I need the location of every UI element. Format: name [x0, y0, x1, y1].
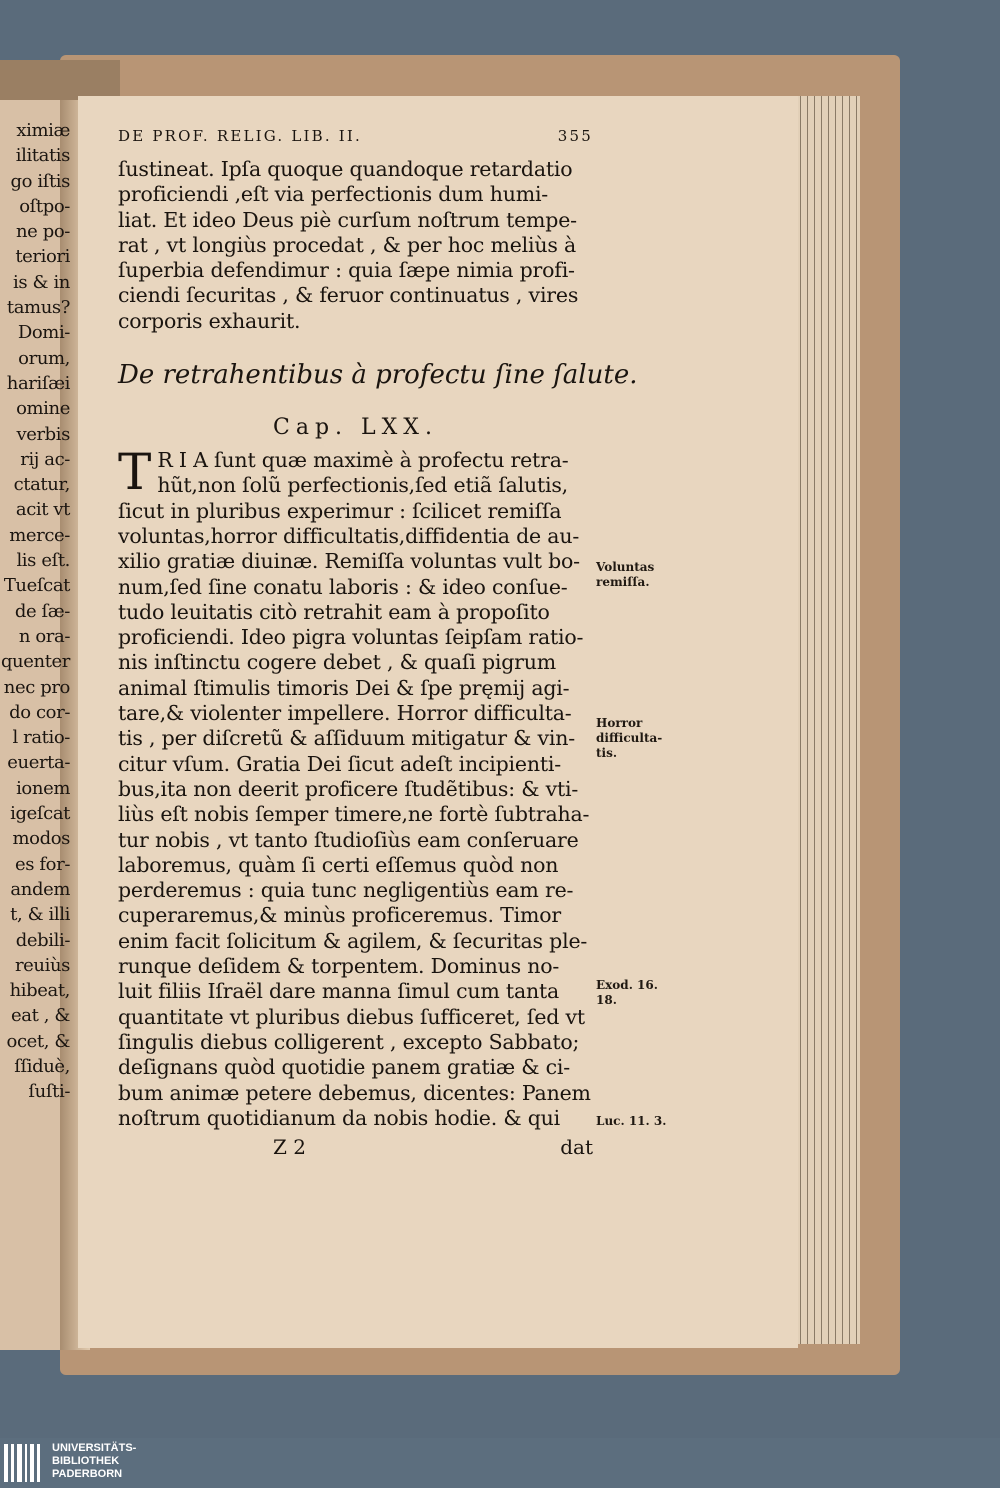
- text-line: laboremus, quàm ſi certi eſſemus quòd non: [118, 852, 559, 877]
- text-line: ſuperbia defendimur : quia ſæpe nimia profi-: [118, 258, 575, 283]
- paragraph-top: [118, 157, 593, 334]
- text-line: runque deſidem & torpentem. Dominus no-: [118, 954, 560, 979]
- text-line: ſicut in pluribus experimur : ſcilicet remiſſa: [118, 498, 562, 523]
- text-line: deſignans quòd quotidie panem gratiæ & ci-: [118, 1055, 570, 1080]
- text-line: ne po-: [15, 221, 70, 243]
- page-footer-line: [118, 1135, 593, 1165]
- page-number: 355: [557, 127, 593, 145]
- text-line: oſtpo-: [19, 195, 70, 217]
- text-line: tur nobis , vt tanto ſtudioſiùs eam conſeruare: [118, 827, 579, 852]
- text-line: bum animæ petere debemus, dicentes: Panem: [118, 1080, 591, 1105]
- text-line: xilio gratiæ diuinæ. Remiſſa voluntas vult bo-: [118, 549, 580, 574]
- text-line: n ora-: [18, 625, 70, 647]
- text-line: modos: [12, 828, 70, 850]
- margin-note-horror: Horror difficulta-tis.: [596, 716, 663, 760]
- library-footer: [0, 1438, 1000, 1488]
- text-line: hariſæi: [6, 372, 70, 394]
- library-name-line-2: BIBLIOTHEK: [52, 1455, 120, 1467]
- text-line: tamus?: [6, 297, 70, 319]
- left-page-text: [0, 118, 80, 1105]
- text-line: num,ſed ſine conatu laboris : & ideo conſue-: [118, 574, 568, 599]
- text-line: R I A ſunt quæ maximè à profectu retra-: [157, 448, 569, 473]
- text-line: l ratio-: [12, 727, 70, 749]
- text-line: ilitatis: [15, 145, 70, 167]
- text-line: tis , per diſcretũ & aſſiduum mitigatur & vin-: [118, 726, 575, 751]
- text-line: voluntas,horror difficultatis,diffidentia de au-: [118, 523, 580, 548]
- drop-capital: T: [118, 443, 152, 502]
- text-line: cuperaremus,& minùs proficeremus. Timor: [118, 903, 561, 928]
- text-line: orum,: [18, 347, 70, 369]
- text-line: es for-: [15, 853, 70, 875]
- text-line: ionem: [16, 777, 70, 799]
- running-head: [118, 127, 593, 157]
- catchword: dat: [560, 1135, 593, 1160]
- text-line: quantitate vt pluribus diebus ſufficeret, ſed vt: [118, 1004, 585, 1029]
- text-line: ciendi ſecuritas , & feruor continuatus , vires: [118, 283, 579, 308]
- text-line: perderemus : quia tunc negligentiùs eam re-: [118, 878, 574, 903]
- library-logo-icon: [4, 1444, 46, 1482]
- text-line: merce-: [9, 524, 70, 546]
- text-line: ſustineat. Ipſa quoque quandoque retardatio: [118, 157, 573, 181]
- text-line: hibeat,: [9, 980, 70, 1002]
- text-line: nis inſtinctu cogere debet , & quaſi pigrum: [118, 650, 557, 675]
- text-line: ximiæ: [16, 120, 70, 141]
- text-line: hũt,non ſolũ perfectionis,ſed etiã ſalutis,: [157, 473, 568, 498]
- text-line: debili-: [15, 929, 70, 951]
- margin-note-luke: Luc. 11. 3.: [596, 1114, 667, 1128]
- margin-note-voluntas: Voluntas remiſſa.: [596, 560, 655, 589]
- text-line: ctatur,: [13, 474, 70, 496]
- text-line: tudo leuitatis citò retrahit eam à propoſito: [118, 599, 550, 624]
- text-line: eat , &: [10, 1005, 70, 1027]
- text-line: citur vſum. Gratia Dei ſicut adeſt incipienti-: [118, 751, 561, 776]
- text-line: euerta-: [7, 752, 70, 774]
- text-line: Domi-: [17, 322, 70, 344]
- text-line: liùs eſt nobis ſemper timere,ne fortè ſubtraha-: [118, 802, 590, 827]
- text-line: proficiendi. Ideo pigra voluntas ſeipſam ratio-: [118, 625, 584, 650]
- text-line: ſuſti-: [28, 1081, 70, 1103]
- text-line: igeſcat: [10, 803, 70, 825]
- text-line: lis eſt.: [16, 550, 70, 572]
- text-line: go iſtis: [10, 170, 70, 192]
- text-line: rat , vt longiùs procedat , & per hoc meliùs à: [118, 232, 576, 257]
- text-line: ſingulis diebus colligerent , excepto Sabbato;: [118, 1029, 580, 1054]
- signature-mark: Z 2: [273, 1135, 306, 1160]
- text-line: t, & illi: [10, 904, 70, 926]
- text-line: animal ſtimulis timoris Dei & ſpe pręmij agi-: [118, 675, 570, 700]
- text-line: ocet, &: [6, 1030, 70, 1052]
- text-line: andem: [10, 878, 70, 900]
- text-line: tare,& violenter impellere. Horror difficulta-: [118, 701, 572, 726]
- text-line: corporis exhaurit.: [118, 308, 301, 333]
- text-line: acit vt: [15, 499, 70, 521]
- text-line: verbis: [16, 423, 70, 445]
- text-line: proficiendi ,eſt via perfectionis dum humi-: [118, 182, 549, 207]
- text-line: Tueſcat: [3, 575, 70, 597]
- section-title: De retrahentibus à profectu ſine ſalute.: [118, 360, 638, 391]
- text-line: bus,ita non deerit proficere ſtudẽtibus: & vti-: [118, 776, 579, 801]
- text-line: liat. Et ideo Deus piè curſum noſtrum tempe-: [118, 207, 577, 232]
- text-line: rij ac-: [20, 448, 70, 470]
- text-line: ſſiduè,: [14, 1055, 70, 1077]
- text-line: quenter: [0, 651, 70, 673]
- margin-note-exodus: Exod. 16. 18.: [596, 978, 658, 1007]
- chapter-heading: Cap. LXX.: [273, 415, 438, 441]
- paragraph-main: [118, 443, 593, 1131]
- library-name-line-3: PADERBORN: [52, 1468, 123, 1480]
- text-line: de ſæ-: [14, 600, 70, 622]
- running-head-title: DE PROF. RELIG. LIB. II.: [118, 127, 363, 145]
- text-line: noſtrum quotidianum da nobis hodie. & qui: [118, 1105, 561, 1130]
- text-line: teriori: [15, 246, 70, 268]
- text-line: reuiùs: [14, 954, 70, 976]
- text-line: is & in: [12, 271, 70, 293]
- text-line: luit filiis Iſraël dare manna ſimul cum tanta: [118, 979, 560, 1004]
- text-line: enim facit ſolicitum & agilem, & ſecuritas ple-: [118, 928, 588, 953]
- text-line: do cor-: [9, 701, 70, 723]
- library-name-line-1: UNIVERSITÄTS-: [52, 1442, 137, 1454]
- library-name: [52, 1442, 136, 1481]
- text-line: omine: [16, 398, 70, 420]
- text-line: nec pro: [3, 676, 70, 698]
